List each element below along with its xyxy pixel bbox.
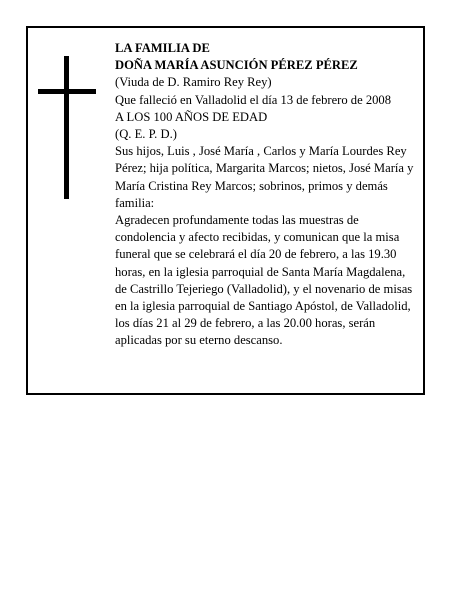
thanks-paragraph: Agradecen profundamente todas las muestras de condolencia y afecto recibidas, y comunican que la misa funeral que se celebrará el día 20 de febrero, a las 19.30 horas, en la iglesia parroquial de Santa María Magdalena, de Castrillo Tejeriego (Valladolid), y el novenario de misas en la iglesia parroquial de Santiago Apóstol, de Valladolid, los días 21 al 29 de febrero, a las 20.00 horas, serán aplicadas por su eterno descanso. bbox=[115, 213, 413, 348]
obituary-notice bbox=[26, 26, 425, 395]
rip-line: (Q. E. P. D.) bbox=[115, 127, 177, 142]
cross-horizontal-bar bbox=[38, 89, 96, 94]
heading-family: LA FAMILIA DE bbox=[115, 41, 210, 55]
notice-text bbox=[115, 40, 419, 350]
age-line: A LOS 100 AÑOS DE EDAD bbox=[115, 109, 268, 124]
cross-vertical-bar bbox=[64, 56, 69, 199]
latin-cross-icon bbox=[38, 56, 96, 199]
death-line: Que falleció en Valladolid el día 13 de febrero de 2008 bbox=[115, 92, 392, 107]
family-paragraph: Sus hijos, Luis , José María , Carlos y María Lourdes Rey Pérez; hija política, Margarita Marcos; nietos, José María y María Cristina Rey Marcos; sobrinos, primos y demás familia: bbox=[115, 144, 414, 210]
widow-line: (Viuda de D. Ramiro Rey Rey) bbox=[115, 75, 272, 90]
heading-deceased-name: DOÑA MARÍA ASUNCIÓN PÉREZ PÉREZ bbox=[115, 58, 358, 73]
